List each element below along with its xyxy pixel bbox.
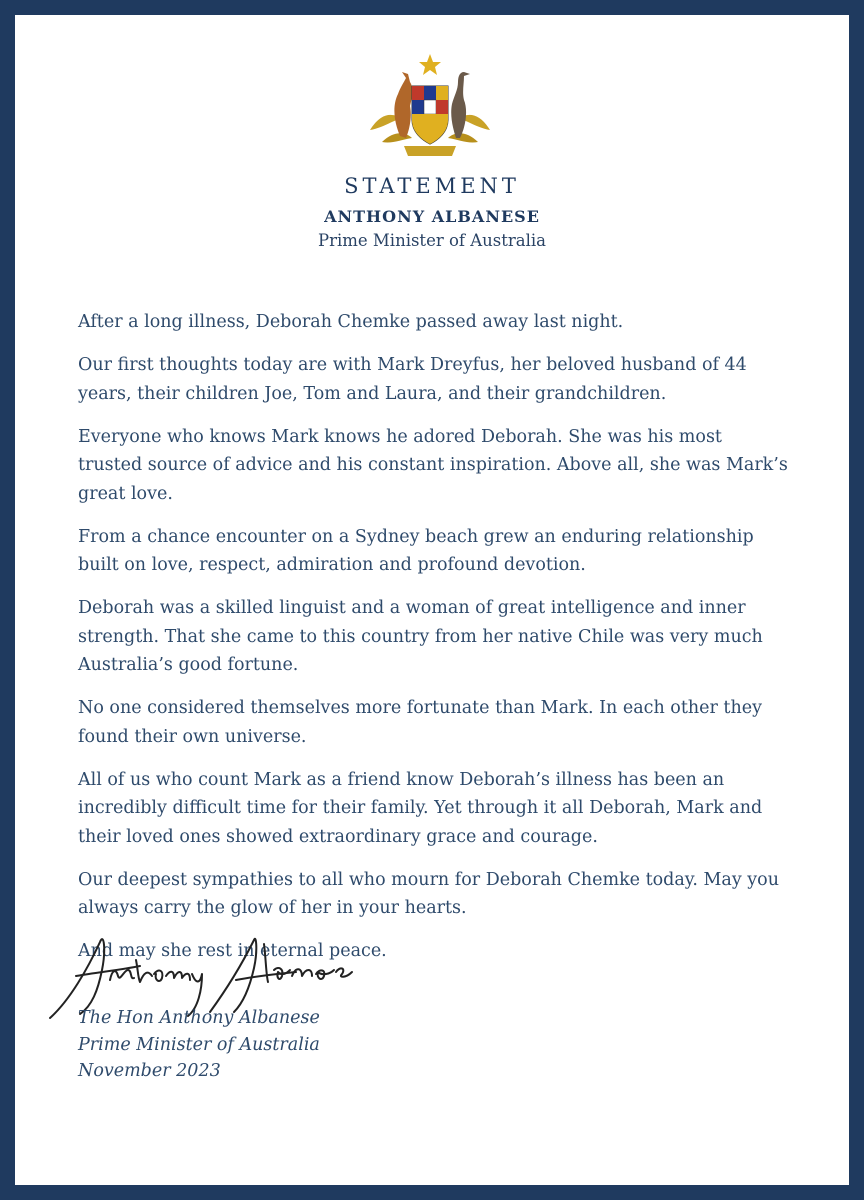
statement-date: November 2023 [78, 1061, 221, 1081]
author-name: ANTHONY ALBANESE [324, 207, 540, 226]
body-paragraph: Our deepest sympathies to all who mourn for Deborah Chemke today. May you always carry the glow of her in your hearts. [78, 869, 779, 918]
body-paragraph: And may she rest in eternal peace. [78, 941, 387, 961]
body-paragraph: After a long illness, Deborah Chemke passed away last night. [78, 312, 624, 332]
statement-body [78, 308, 790, 980]
body-paragraph: No one considered themselves more fortunate than Mark. In each other they found their own universe. [78, 698, 762, 747]
body-paragraph: All of us who count Mark as a friend know Deborah’s illness has been an incredibly difficult time for their family. Yet through it all Deborah, Mark and their loved ones showed extraordinary grace and courage. [78, 769, 763, 847]
signoff-block [78, 1005, 320, 1085]
body-paragraph: Everyone who knows Mark knows he adored Deborah. She was his most trusted source of advice and his constant inspiration. Above all, she was Mark’s great love. [78, 426, 788, 504]
author-title: Prime Minister of Australia [317, 231, 547, 250]
coat-of-arms-icon [360, 52, 500, 164]
body-paragraph: Our first thoughts today are with Mark Dreyfus, her beloved husband of 44 years, their children Joe, Tom and Laura, and their grandchildren. [78, 355, 747, 404]
body-paragraph: From a chance encounter on a Sydney beach grew an enduring relationship built on love, respect, admiration and profound devotion. [78, 526, 754, 575]
body-paragraph: Deborah was a skilled linguist and a woman of great intelligence and inner strength. That she came to this country from her native Chile was very much Australia’s good fortune. [78, 598, 763, 675]
document-type-heading: STATEMENT [344, 174, 520, 198]
signatory-name: The Hon Anthony Albanese [78, 1008, 320, 1028]
signatory-title: Prime Minister of Australia [78, 1034, 320, 1055]
